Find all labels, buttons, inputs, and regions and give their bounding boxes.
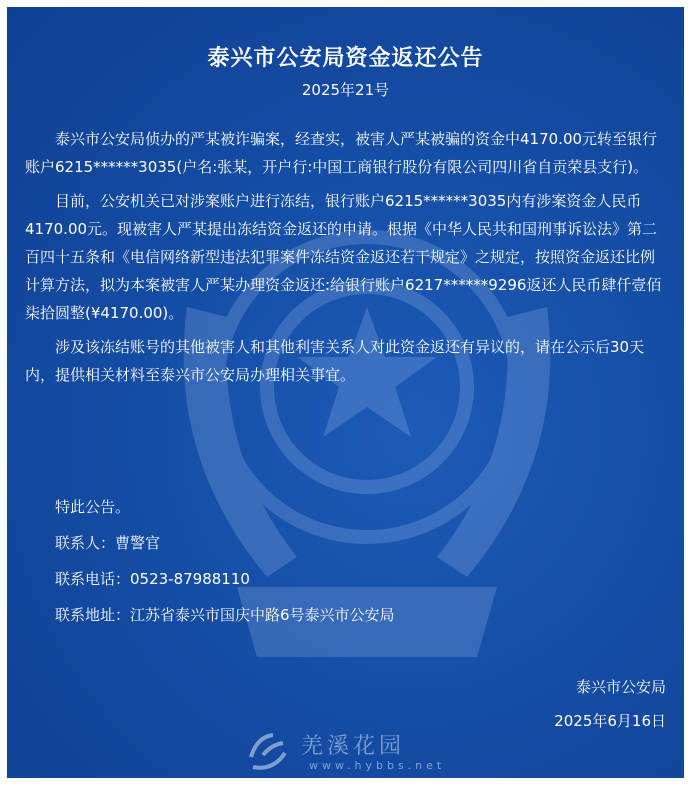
paragraph-freeze-return: 目前，公安机关已对涉案账户进行冻结，银行账户6215******3035内有涉案资金人民币4170.00元。现被害人严某提出冻结资金返还的申请。根据《中华人民共和国刑事诉讼法》第二百四十五条和《电信网络新型违法犯罪案件冻结资金返还若干规定》之规定，按照资金返还比例计算方法，拟为本案被害人严某办理资金返还:给银行账户6217******9296返还人民币肆仟壹佰柒拾圆整(¥4170.00)。: [25, 192, 662, 322]
paragraph-case: 泰兴市公安局侦办的严某被诈骗案，经查实，被害人严某被骗的资金中4170.00元转至银行账户6215******3035(户名:张某，开户行:中国工商银行股份有限公司四川省自贡荣县支行)。: [25, 130, 658, 176]
notice-body: [25, 125, 665, 395]
contact-phone: 联系电话：0523-87988110: [55, 570, 250, 588]
page-title: 泰兴市公安局资金返还公告: [207, 46, 484, 71]
notice-poster: [7, 7, 684, 778]
watermark-logo-icon: [243, 727, 293, 777]
document-number: 2025年21号: [301, 81, 390, 99]
watermark-url: www.hybbs.net: [309, 759, 446, 772]
closing-text: 特此公告。: [55, 498, 131, 516]
contact-person: 联系人：曹警官: [55, 534, 161, 552]
watermark-site-name: 羌溪花园: [301, 734, 406, 759]
contact-address: 联系地址：江苏省泰兴市国庆中路6号泰兴市公安局: [55, 606, 395, 624]
site-watermark: [243, 725, 463, 778]
signature: 泰兴市公安局: [575, 678, 666, 696]
notice-date: 2025年6月16日: [554, 712, 666, 730]
paragraph-objection: 涉及该冻结账号的其他被害人和其他利害关系人对此资金返还有异议的，请在公示后30天内，提供相关材料至泰兴市公安局办理相关事宜。: [25, 338, 645, 384]
